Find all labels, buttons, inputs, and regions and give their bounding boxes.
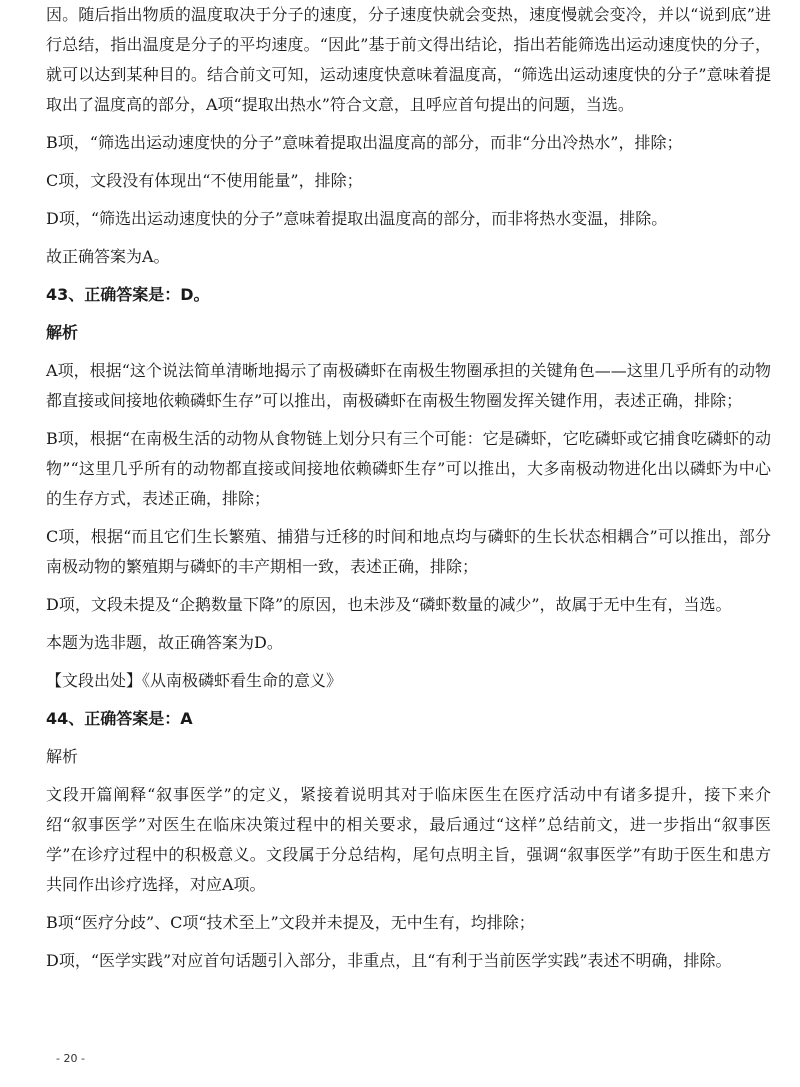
paragraph-q42-analysis: 因。随后指出物质的温度取决于分子的速度，分子速度快就会变热，速度慢就会变冷，并以“说到底”进行总结，指出温度是分子的平均速度。“因此”基于前文得出结论，指出若能筛选出运动速度快的分子，就可以达到某种目的。结合前文可知，运动速度快意味着温度高，“筛选出运动速度快的分子”意味着提取出了温度高的部分，A项“提取出热水”符合文意，且呼应首句提出的问题，当选。 xyxy=(46,5,771,114)
page-number: - 20 - xyxy=(56,1052,85,1065)
q43-option-b: B项，根据“在南极生活的动物从食物链上划分只有三个可能：它是磷虾，它吃磷虾或它捕食吃磷虾的动物”“这里几乎所有的动物都直接或间接地依赖磷虾生存”可以推出，大多南极动物进化出以磷虾为中心的生存方式，表述正确，排除； xyxy=(46,429,771,508)
q44-analysis-label: 解析 xyxy=(46,747,79,766)
q43-conclusion: 本题为选非题，故正确答案为D。 xyxy=(46,633,283,652)
q44-option-bc: B项“医疗分歧”、C项“技术至上”文段并未提及，无中生有，均排除； xyxy=(46,913,535,932)
q43-analysis-label: 解析 xyxy=(46,323,79,342)
paragraph-q42-option-d: D项，“筛选出运动速度快的分子”意味着提取出温度高的部分，而非将热水变温，排除。 xyxy=(46,209,668,228)
q44-option-d: D项，“医学实践”对应首句话题引入部分，非重点，且“有利于当前医学实践”表述不明确，排除。 xyxy=(46,951,732,970)
q44-heading: 44、正确答案是：A xyxy=(46,709,193,728)
q43-heading: 43、正确答案是：D。 xyxy=(46,285,210,304)
q43-option-c: C项，根据“而且它们生长繁殖、捕猎与迁移的时间和地点均与磷虾的生长状态相耦合”可以推出，部分南极动物的繁殖期与磷虾的丰产期相一致，表述正确，排除； xyxy=(46,527,771,576)
q43-option-d: D项，文段未提及“企鹅数量下降”的原因，也未涉及“磷虾数量的减少”，故属于无中生有，当选。 xyxy=(46,595,732,614)
q43-option-a: A项，根据“这个说法简单清晰地揭示了南极磷虾在南极生物圈承担的关键角色——这里几乎所有的动物都直接或间接地依赖磷虾生存”可以推出，南极磷虾在南极生物圈发挥关键作用，表述正确，排除； xyxy=(46,361,771,410)
paragraph-q42-option-c: C项，文段没有体现出“不使用能量”，排除； xyxy=(46,171,363,190)
paragraph-q42-option-b: B项，“筛选出运动速度快的分子”意味着提取出温度高的部分，而非“分出冷热水”，排除； xyxy=(46,133,683,152)
q44-main-analysis: 文段开篇阐释“叙事医学”的定义，紧接着说明其对于临床医生在医疗活动中有诸多提升，接下来介绍“叙事医学”对医生在临床决策过程中的相关要求，最后通过“这样”总结前文，进一步指出“叙事医学”在诊疗过程中的积极意义。文段属于分总结构，尾句点明主旨，强调“叙事医学”有助于医生和患方共同作出诊疗选择，对应A项。 xyxy=(46,785,771,894)
paragraph-q42-answer: 故正确答案为A。 xyxy=(46,247,170,266)
q43-source: 【文段出处】《从南极磷虾看生命的意义》 xyxy=(46,671,343,690)
document-page xyxy=(46,0,771,984)
